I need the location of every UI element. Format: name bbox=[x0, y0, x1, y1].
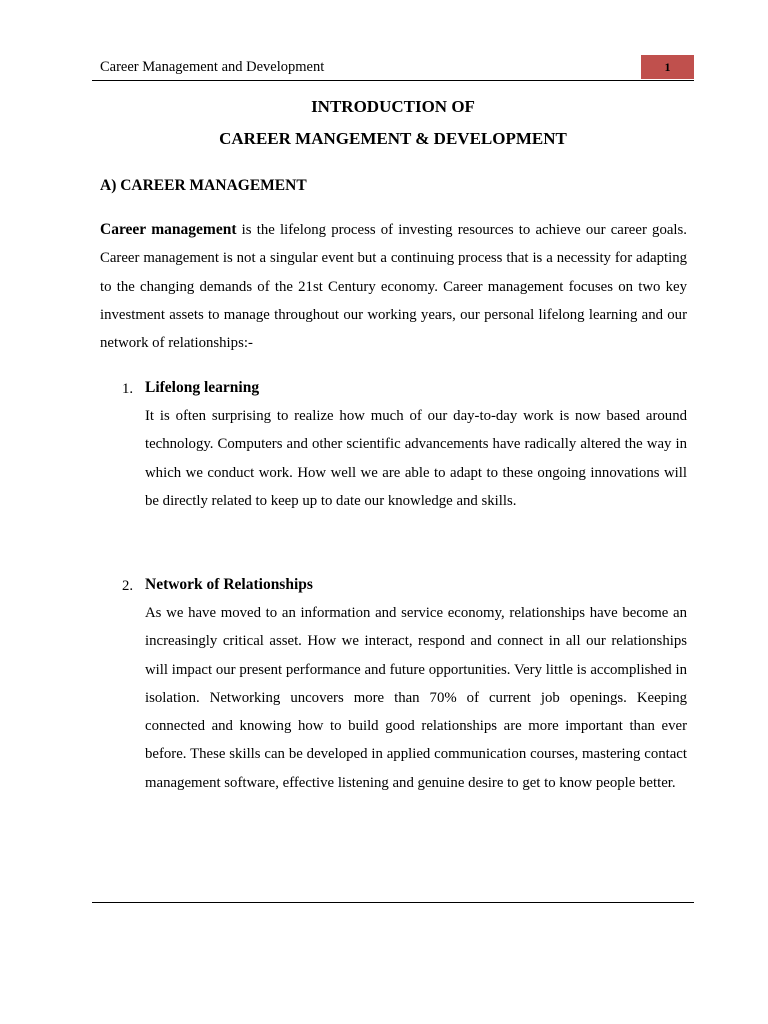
page-header bbox=[92, 55, 694, 82]
intro-text: is the lifelong process of investing resources to achieve our career goals. Career management is not a singular event but a continuing process that is a necessity for adapting to the changing demands of the 21st Century economy. Career management focuses on two key investment assets to manage throughout our working years, our personal lifelong learning and our network of relationships:- bbox=[100, 222, 687, 352]
intro-lead-term: Career management bbox=[100, 221, 237, 238]
document-title-line-2: CAREER MANGEMENT & DEVELOPMENT bbox=[219, 129, 567, 148]
page-number-badge: 1 bbox=[641, 55, 694, 79]
list-item-body: It is often surprising to realize how much of our day-to-day work is now based around technology. Computers and other scientific advancements have radically altered the way in which we conduct work. How well we are able to adapt to these ongoing innovations will be directly related to keep up to date our knowledge and skills. bbox=[145, 408, 687, 509]
list-item-title: Network of Relationships bbox=[145, 576, 313, 593]
header-divider bbox=[92, 80, 694, 81]
list-item-body: As we have moved to an information and service economy, relationships have become an increasingly critical asset. How we interact, respond and connect in all our relationships will impact our present performance and future opportunities. Very little is accomplished in isolation. Networking uncovers more than 70% of current job openings. Keeping connected and knowing how to build good relationships are more important than ever before. These skills can be developed in applied communication courses, mastering contact management software, effective listening and genuine desire to get to know people better. bbox=[145, 605, 687, 791]
header-title: Career Management and Development bbox=[100, 59, 325, 75]
document-title-line-1: INTRODUCTION OF bbox=[311, 97, 475, 116]
section-heading: A) CAREER MANAGEMENT bbox=[100, 177, 307, 194]
list-item-number: 1. bbox=[122, 381, 134, 397]
intro-paragraph bbox=[100, 216, 687, 357]
list-item-title: Lifelong learning bbox=[145, 379, 260, 396]
list-item-number: 2. bbox=[122, 578, 134, 594]
footer-divider bbox=[92, 902, 694, 903]
